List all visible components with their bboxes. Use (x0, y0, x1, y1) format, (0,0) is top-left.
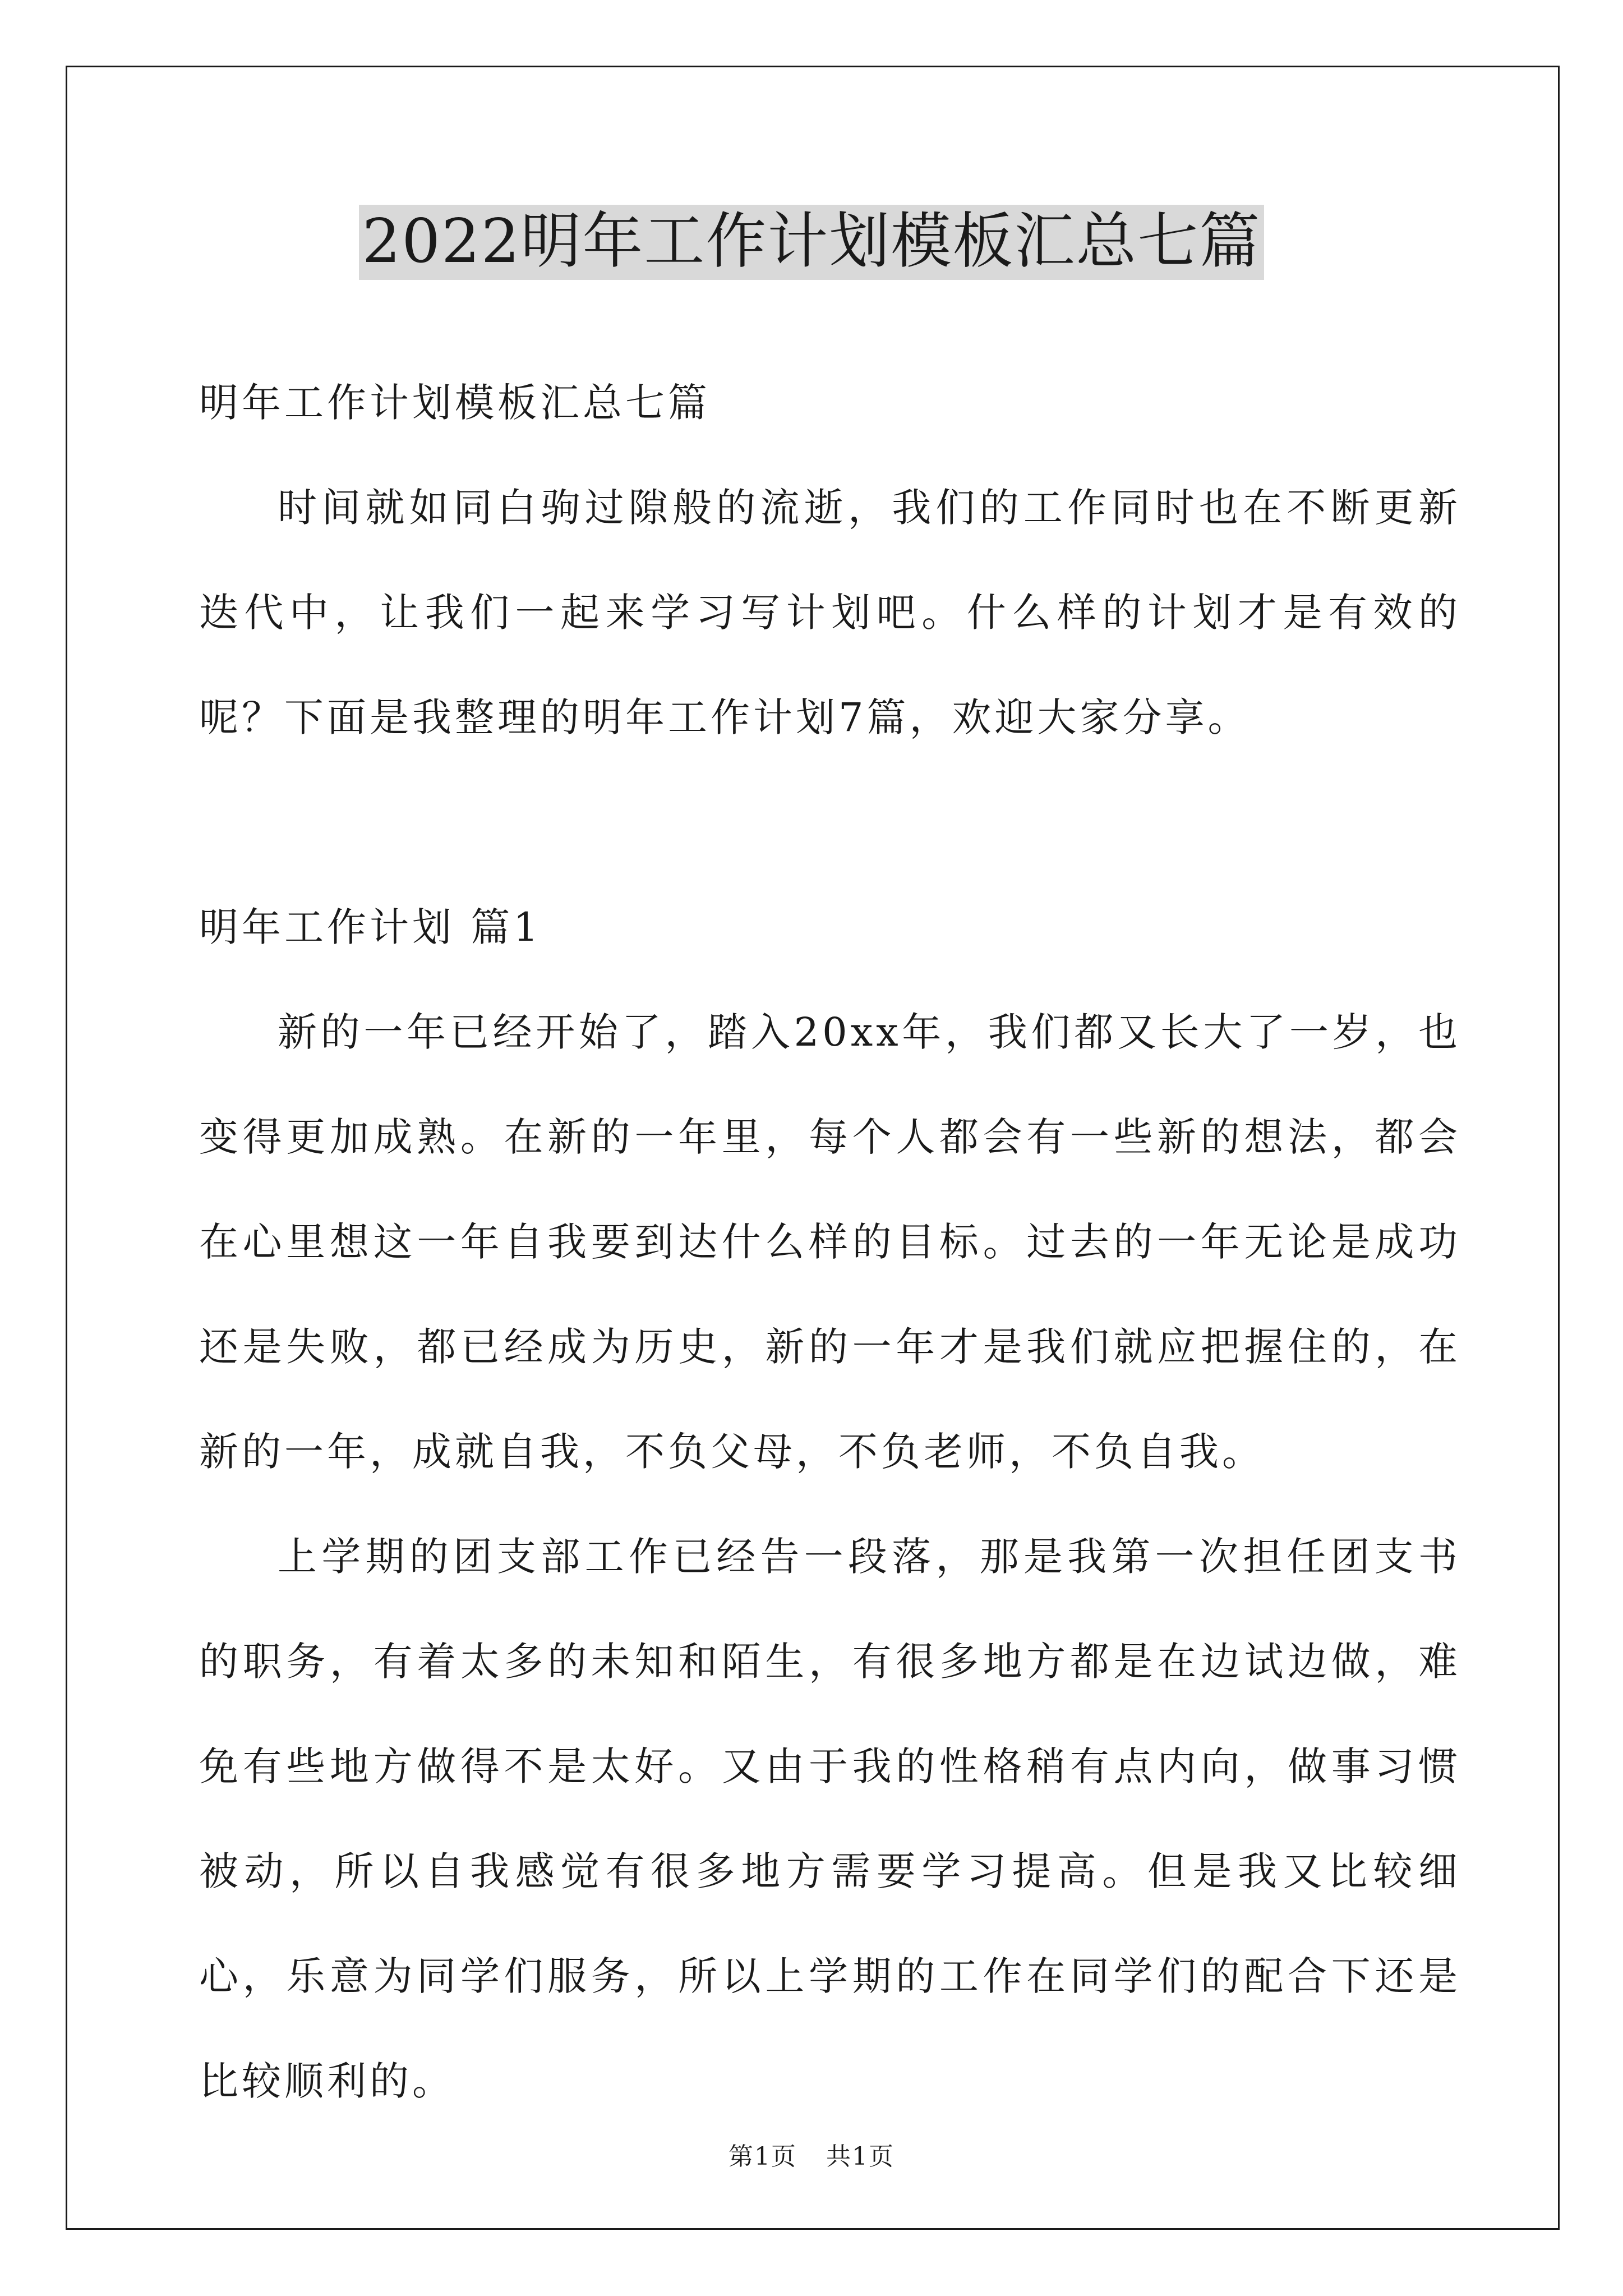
page-number-total: 共1页 (826, 2142, 895, 2171)
document-body (199, 351, 1461, 2134)
body-paragraph: 新的一年已经开始了，踏入20xx年，我们都又长大了一岁，也变得更加成熟。在新的一年里，每个人都会有一些新的想法，都会在心里想这一年自我要到达什么样的目标。过去的一年无论是成功还是失败，都已经成为历史，新的一年才是我们就应把握住的，在新的一年，成就自我，不负父母，不负老师，不负自我。 (199, 1009, 1461, 1475)
document-subtitle: 明年工作计划模板汇总七篇 (199, 380, 711, 426)
intro-paragraph: 时间就如同白驹过隙般的流逝，我们的工作同时也在不断更新迭代中，让我们一起来学习写计划吧。什么样的计划才是有效的呢？下面是我整理的明年工作计划7篇，欢迎大家分享。 (199, 485, 1461, 740)
page-number-current: 第1页 (728, 2142, 797, 2171)
blank-line (199, 770, 1461, 875)
section-heading: 明年工作计划 篇1 (199, 904, 542, 950)
page-footer (0, 2136, 1623, 2172)
body-paragraph: 上学期的团支部工作已经告一段落，那是我第一次担任团支书的职务，有着太多的未知和陌生，有很多地方都是在边试边做，难免有些地方做得不是太好。又由于我的性格稍有点内向，做事习惯被动，所以自我感觉有很多地方需要学习提高。但是我又比较细心，乐意为同学们服务，所以上学期的工作在同学们的配合下还是比较顺利的。 (199, 1534, 1461, 2104)
document-title-text: 2022明年工作计划模板汇总七篇 (359, 205, 1265, 280)
document-title (0, 205, 1623, 280)
